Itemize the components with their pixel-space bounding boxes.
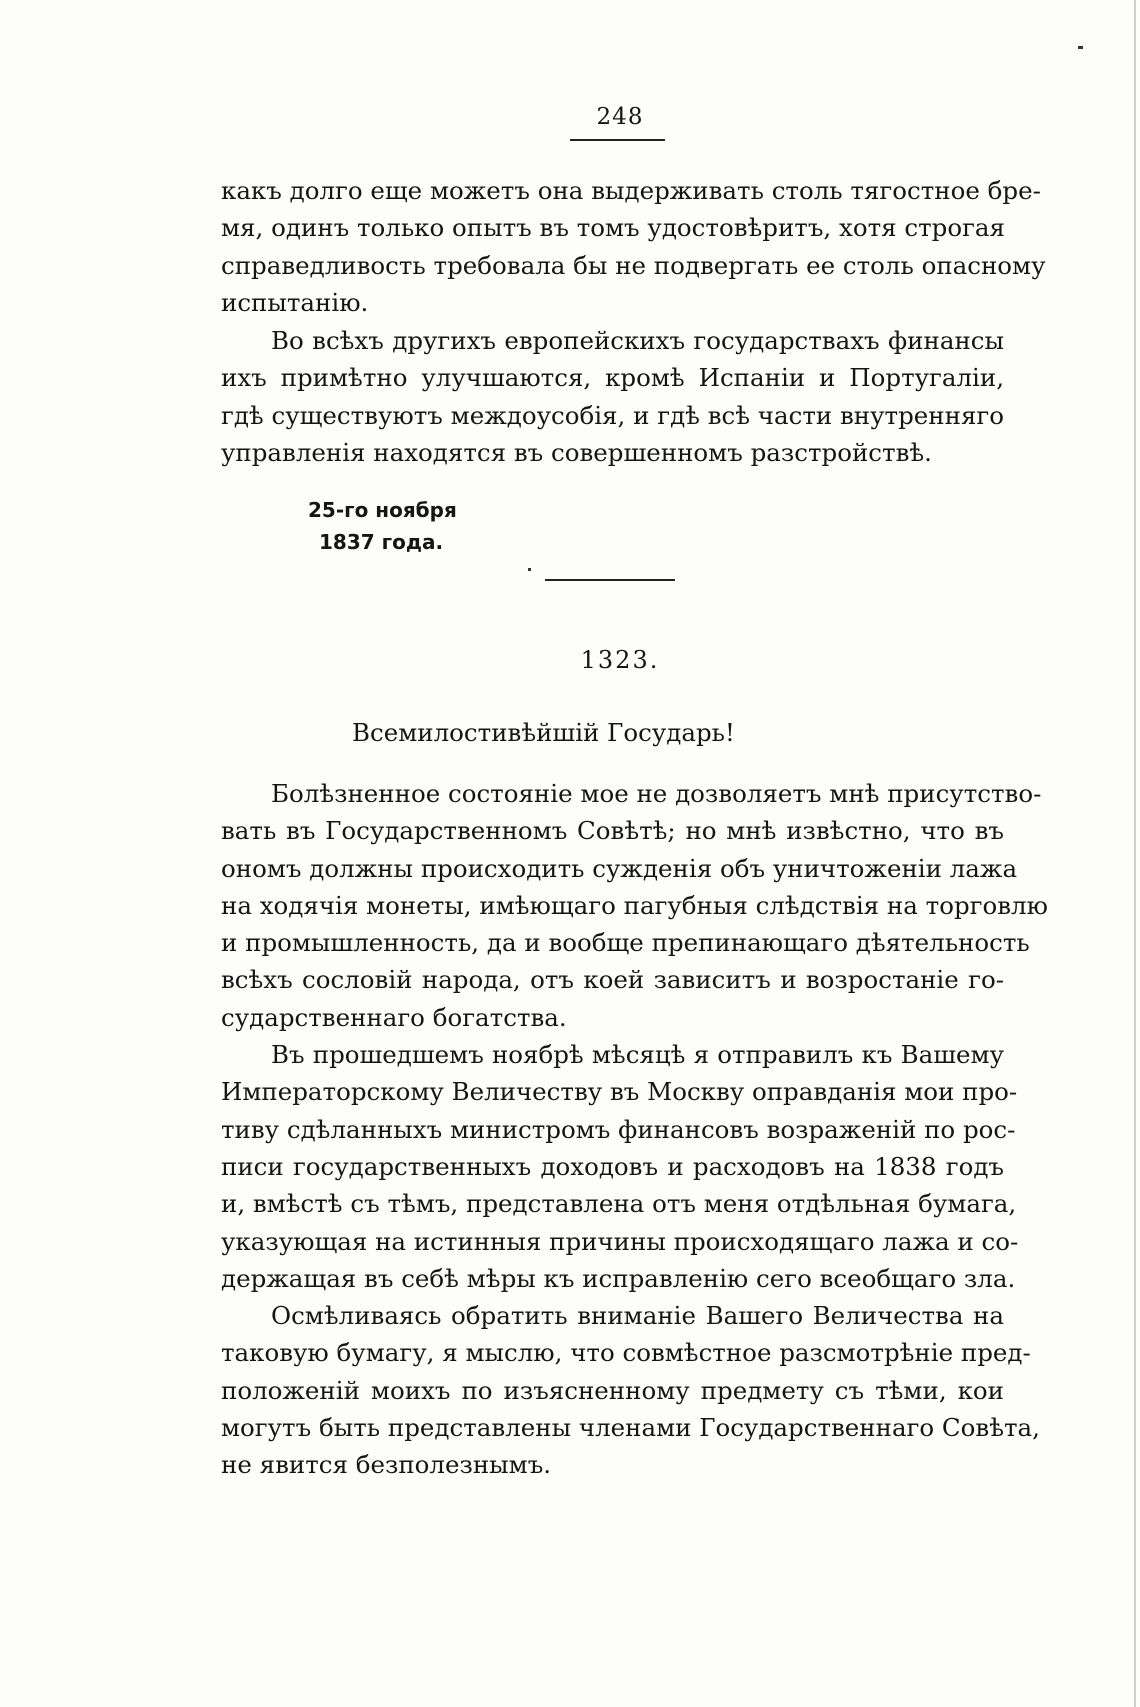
letter-body <box>221 775 1048 1484</box>
date-signature <box>308 494 457 558</box>
text-line: ономъ должны происходить сужденія объ уничтоженіи лажа <box>221 853 1018 883</box>
text-line: Императорскому Величеству въ Москву оправданія мои про- <box>221 1077 1018 1107</box>
text-line: гдѣ существуютъ междоусобія, и гдѣ всѣ части внутренняго <box>221 400 1004 430</box>
text-line: таковую бумагу, я мыслю, что совмѣстное разсмотрѣніе пред- <box>221 1338 1031 1368</box>
text-line: и, вмѣстѣ съ тѣмъ, представлена отъ меня отдѣльная бумага, <box>221 1189 1017 1219</box>
text-line: тиву сдѣланныхъ министромъ финансовъ возраженій по рос- <box>221 1114 1016 1144</box>
date-year: 1837 года. <box>319 530 444 554</box>
text-line: положеній моихъ по изъясненному предмету съ тѣми, кои <box>221 1375 1004 1405</box>
finance-paragraph <box>221 322 1004 471</box>
text-line: сударственнаго богатства. <box>221 1002 567 1032</box>
text-line: и промышленность, да и вообще препинающаго дѣятельность <box>221 928 1030 958</box>
text-line: справедливость требовала бы не подвергать ее столь опасному <box>221 250 1046 280</box>
text-line: писи государственныхъ доходовъ и расходовъ на 1838 годъ <box>221 1151 1004 1181</box>
scan-edge-line <box>1134 0 1136 1707</box>
text-line: на ходячія монеты, имѣющаго пагубныя слѣдствія на торговлю <box>221 890 1048 920</box>
text-line: Во всѣхъ другихъ европейскихъ государствахъ финансы <box>271 326 1004 355</box>
text-line: испытанію. <box>221 287 369 317</box>
scan-speck <box>528 568 531 571</box>
text-line: Осмѣливаясь обратить вниманіе Вашего Величества на <box>271 1301 1004 1331</box>
text-line: вать въ Государственномъ Совѣтѣ; но мнѣ извѣстно, что въ <box>221 816 1004 846</box>
page-number-underline <box>570 139 665 141</box>
document-number: 1323. <box>580 646 660 674</box>
scan-speck <box>1078 46 1083 49</box>
date-day: 25-го ноября <box>308 498 457 522</box>
salutation: Всемилостивѣйшій Государь! <box>352 718 735 747</box>
text-line: всѣхъ сословій народа, отъ коей зависитъ и возростаніе го- <box>221 965 1004 995</box>
text-line: Въ прошедшемъ ноябрѣ мѣсяцѣ я отправилъ къ Вашему <box>271 1040 1004 1070</box>
text-line: ихъ примѣтно улучшаются, кромѣ Испаніи и Португаліи, <box>221 363 1004 393</box>
text-line: мя, одинъ только опытъ въ томъ удостовѣритъ, хотя строгая <box>221 213 1005 243</box>
text-line: не явится безполезнымъ. <box>221 1450 552 1480</box>
text-line: держащая въ себѣ мѣры къ исправленію сего всеобщаго зла. <box>221 1263 1016 1293</box>
text-line: управленія находятся въ совершенномъ разстройствѣ. <box>221 437 932 467</box>
section-separator <box>545 579 675 581</box>
page-number: 248 <box>596 104 644 130</box>
text-line: какъ долго еще можетъ она выдерживать столь тягостное бре- <box>221 176 1041 205</box>
text-line: могутъ быть представлены членами Государственнаго Совѣта, <box>221 1413 1040 1443</box>
text-line: Болѣзненное состояніе мое не дозволяетъ мнѣ присутство- <box>271 779 1042 808</box>
continuation-paragraph <box>221 172 1046 321</box>
text-line: указующая на истинныя причины происходящаго лажа и со- <box>221 1226 1019 1256</box>
